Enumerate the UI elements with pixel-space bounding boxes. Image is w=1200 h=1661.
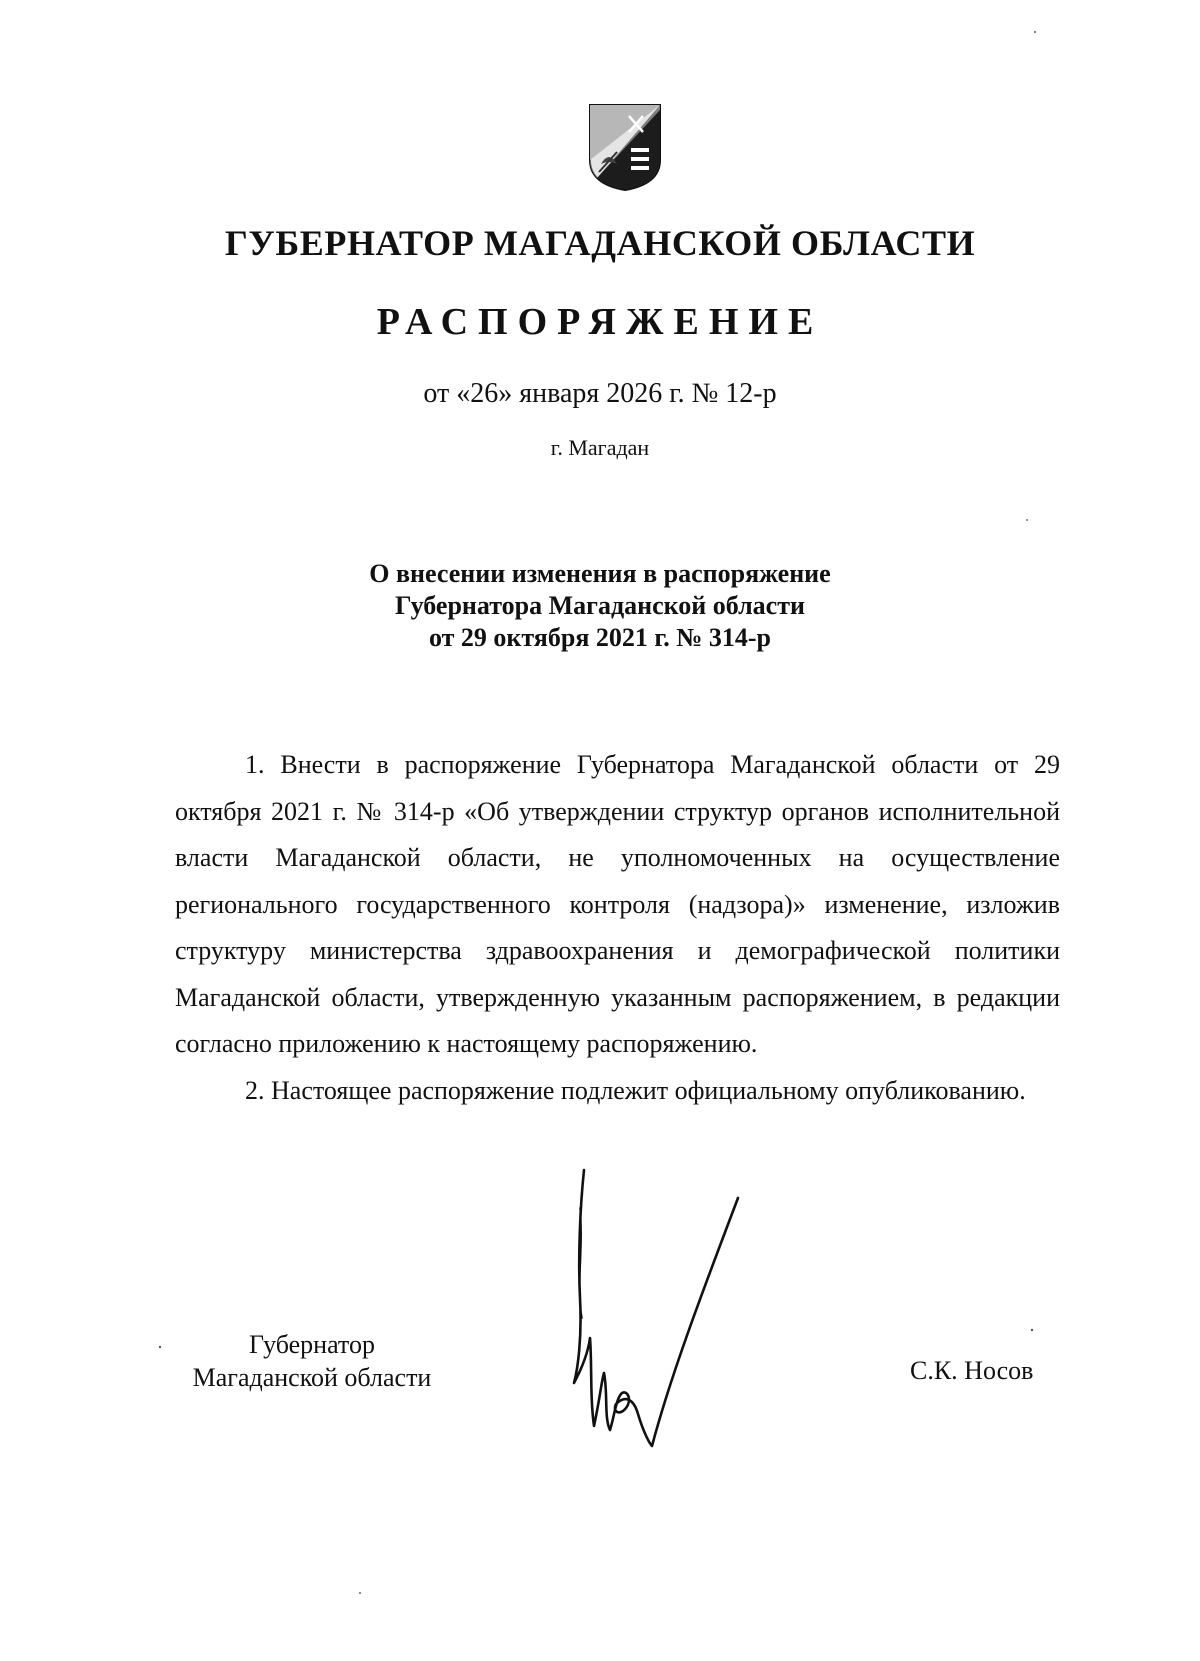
subject-line: Губернатора Магаданской области <box>395 591 805 620</box>
body-paragraph-2: 2. Настоящее распоряжение подлежит официальному опубликованию. <box>245 1075 1026 1105</box>
document-body <box>175 742 1060 1114</box>
document-subject <box>0 558 1200 654</box>
signatory-name: С.К. Носов <box>910 1356 1034 1385</box>
subject-line: от 29 октября 2021 г. № 314-р <box>428 623 772 652</box>
coat-of-arms-icon <box>587 102 663 192</box>
body-paragraph-1: 1. Внести в распоряжение Губернатора Магаданской области от 29 октября 2021 г. № 314-р «Об утверждении структур органов исполнительной власти Магаданской области, не уполномоченных на осуществление регионального государственного контроля (надзора)» изменение, изложив структуру министерства здравоохранения и демографической политики Магаданской области, утвержденную указанным распоряжением, в редакции согласно приложению к настоящему распоряжению. <box>175 750 1060 1058</box>
signatory-title-line: Губернатор <box>249 1330 375 1359</box>
document-type: РАСПОРЯЖЕНИЕ <box>376 301 824 343</box>
document-place: г. Магадан <box>550 435 650 460</box>
document-date-number: от «26» января 2026 г. № 12-р <box>423 378 777 409</box>
signatory-title <box>182 1328 442 1394</box>
subject-line: О внесении изменения в распоряжение <box>369 559 831 588</box>
issuing-authority: ГУБЕРНАТОР МАГАДАНСКОЙ ОБЛАСТИ <box>224 223 976 263</box>
signatory-title-line: Магаданской области <box>192 1363 432 1392</box>
handwritten-signature <box>560 1168 790 1450</box>
